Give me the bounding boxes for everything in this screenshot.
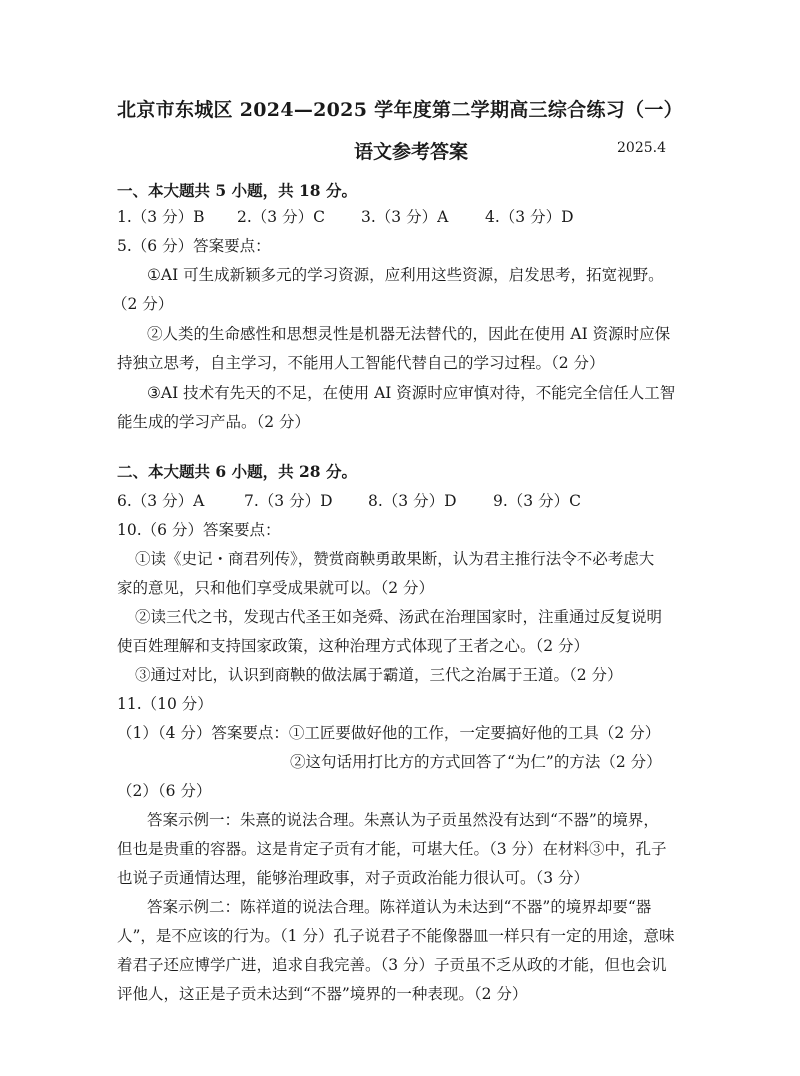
q5-point-3: ③AI 技术有先天的不足，在使用 AI 资源时应审慎对待，不能完全信任人工智: [147, 384, 676, 402]
example-2-line-1: 答案示例二：陈祥道的说法合理。陈祥道认为未达到“不器”的境界却要“器: [147, 898, 652, 916]
answer-q3: 3.（3 分）A: [361, 208, 449, 226]
q10-point-2-cont: 使百姓理解和支持国家政策，这种治理方式体现了王者之心。（2 分）: [117, 637, 590, 655]
q11-part-1: （1）（4 分）答案要点：①工匠要做好他的工作，一定要搞好他的工具（2 分）: [117, 724, 661, 742]
section-1-choice-answers: [117, 207, 574, 227]
q11-part-1-point-2: ②这句话用打比方的方式回答了“为仁”的方法（2 分）: [290, 753, 662, 771]
q5-point-1: ①AI 可生成新颖多元的学习资源，应利用这些资源，启发思考，拓宽视野。: [147, 266, 664, 284]
answer-q6: 6.（3 分）A: [117, 492, 205, 510]
answer-q8: 8.（3 分）D: [368, 492, 457, 510]
document-date: 2025.4: [617, 140, 666, 156]
document-subtitle: 语文参考答案: [354, 141, 469, 163]
example-2-line-2: 人”，是不应该的行为。（1 分）孔子说君子不能像器皿一样只有一定的用途，意味: [117, 927, 675, 945]
section-2-heading: 二、本大题共 6 小题，共 28 分。: [117, 462, 357, 481]
example-1-line-1: 答案示例一：朱熹的说法合理。朱熹认为子贡虽然没有达到“不器”的境界，: [147, 811, 659, 829]
q11-heading: 11.（10 分）: [117, 695, 213, 713]
q5-heading: 5.（6 分）答案要点：: [117, 237, 271, 255]
example-1-line-2: 但也是贵重的容器。这是肯定子贡有才能，可堪大任。（3 分）在材料③中，孔子: [117, 840, 667, 858]
answer-q1: 1.（3 分）B: [117, 208, 205, 226]
section-2-choice-answers: [117, 491, 581, 511]
q5-point-2-cont: 持独立思考，自主学习，不能用人工智能代替自己的学习过程。（2 分）: [117, 354, 605, 372]
q5-point-1-score: （2 分）: [112, 295, 174, 313]
answer-q4: 4.（3 分）D: [485, 208, 574, 226]
q10-point-1: ①读《史记・商君列传》，赞赏商鞅勇敢果断，认为君主推行法令不必考虑大: [135, 550, 655, 568]
answer-q7: 7.（3 分）D: [244, 492, 333, 510]
q10-point-2: ②读三代之书，发现古代圣王如尧舜、汤武在治理国家时，注重通过反复说明: [135, 608, 663, 626]
answer-q2: 2.（3 分）C: [237, 208, 325, 226]
q10-point-3: ③通过对比，认识到商鞅的做法属于霸道，三代之治属于王道。（2 分）: [135, 666, 623, 684]
q10-heading: 10.（6 分）答案要点：: [117, 521, 281, 539]
answer-q9: 9.（3 分）C: [493, 492, 581, 510]
section-1-heading: 一、本大题共 5 小题，共 18 分。: [117, 181, 357, 200]
document-title: 北京市东城区 2024—2025 学年度第二学期高三综合练习（一）: [117, 99, 683, 121]
example-2-line-4: 评他人，这正是子贡未达到“不器”境界的一种表现。（2 分）: [117, 985, 528, 1003]
q10-point-1-cont: 家的意见，只和他们享受成果就可以。（2 分）: [117, 579, 435, 597]
q5-point-3-cont: 能生成的学习产品。（2 分）: [117, 413, 311, 431]
example-2-line-3: 着君子还应博学广进，追求自我完善。（3 分）子贡虽不乏从政的才能，但也会讥: [117, 956, 667, 974]
q11-part-2-heading: （2）（6 分）: [117, 782, 212, 800]
q5-point-2: ②人类的生命感性和思想灵性是机器无法替代的，因此在使用 AI 资源时应保: [147, 325, 671, 343]
example-1-line-3: 也说子贡通情达理，能够治理政事，对子贡政治能力很认可。（3 分）: [117, 869, 590, 887]
